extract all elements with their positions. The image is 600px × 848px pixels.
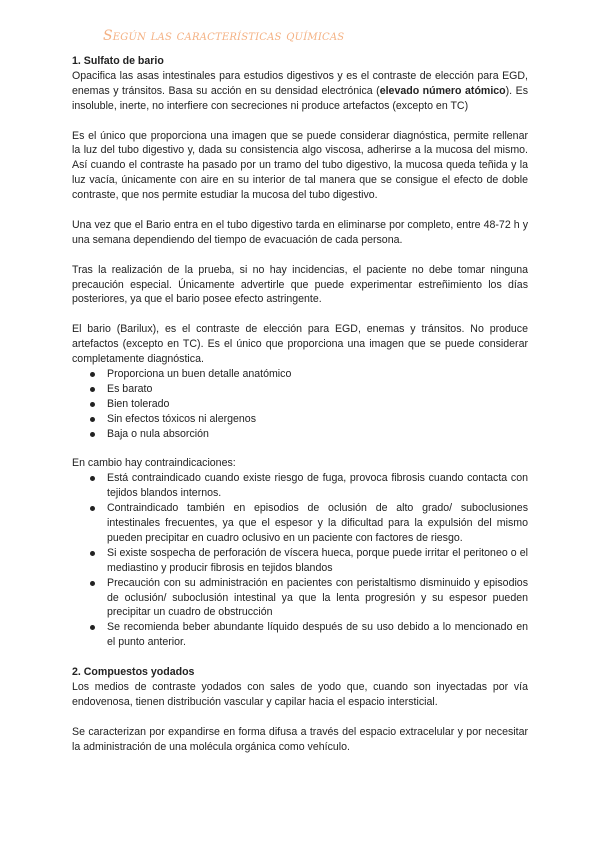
paragraph: Es el único que proporciona una imagen que se puede considerar diagnóstica, permite rellenar la luz del tubo digestivo y, dada su consistencia algo viscosa, adherirse a la mucosa del mismo. Así cuando el contraste ha pasado por un tramo del tubo digestivo, la mucosa queda teñida y la luz vacía, únicamente con aire en su interior de tal manera que se consigue el efecto de doble contraste, que nos permite estudiar la mucosa del tubo digestivo. xyxy=(72,129,528,202)
paragraph: Opacifica las asas intestinales para estudios digestivos y es el contraste de elección para EGD, enemas y tránsitos. Basa su acción en su densidad electrónica (elevado número atómico). Es insoluble, inerte, no interfiere con secreciones ni produce artefactos (excepto en TC) xyxy=(72,69,528,112)
bold-phrase: elevado número atómico xyxy=(379,84,506,97)
advantages-list xyxy=(72,367,528,442)
section-1-title: 1. Sulfato de bario xyxy=(72,55,164,67)
paragraph: El bario (Barilux), es el contraste de elección para EGD, enemas y tránsitos. No produce artefactos (excepto en TC). Es el único que proporciona una imagen que se puede considerar completamente diagnóstica. xyxy=(72,323,528,366)
list-item: Proporciona un buen detalle anatómico xyxy=(90,367,528,382)
paragraph: Los medios de contraste yodados con sales de yodo que, cuando son inyectadas por vía endovenosa, tienen distribución vascular y capilar hacia el espacio intersticial. xyxy=(72,680,528,708)
section-heading: Según las características químicas xyxy=(103,28,345,44)
contraindications-list xyxy=(72,471,528,650)
section-2-title: 2. Compuestos yodados xyxy=(72,666,195,679)
paragraph: Se caracterizan por expandirse en forma difusa a través del espacio extracelular y por necesitar la administración de una molécula orgánica como vehículo. xyxy=(72,725,528,753)
paragraph: En cambio hay contraindicaciones: xyxy=(72,457,236,470)
list-item: Se recomienda beber abundante líquido después de su uso debido a lo mencionado en el punto anterior. xyxy=(90,620,528,650)
list-item: Está contraindicado cuando existe riesgo de fuga, provoca fibrosis cuando contacta con tejidos blandos internos. xyxy=(90,471,528,501)
list-item: Bien tolerado xyxy=(90,397,528,412)
document-body xyxy=(72,54,528,754)
paragraph: Una vez que el Bario entra en el tubo digestivo tarda en eliminarse por completo, entre 48-72 h y una semana dependiendo del tiempo de evacuación de cada persona. xyxy=(72,218,528,246)
list-item: Baja o nula absorción xyxy=(90,427,528,442)
list-item: Sin efectos tóxicos ni alergenos xyxy=(90,412,528,427)
list-item: Precaución con su administración en pacientes con peristaltismo disminuido y episodios de oclusión/ suboclusión intestinal ya que la lenta progresión y su espesor pueden precipitar un cuadro de obstrucción xyxy=(90,576,528,621)
list-item: Si existe sospecha de perforación de víscera hueca, porque puede irritar el peritoneo o el mediastino y producir fibrosis en tejidos blandos xyxy=(90,546,528,576)
list-item: Contraindicado también en episodios de oclusión de alto grado/ suboclusiones intestinales frecuentes, ya que el espesor y la dificultad para la expulsión del mismo pueden precipitar en cuadro oclusivo en un paciente con factores de riesgo. xyxy=(90,501,528,546)
list-item: Es barato xyxy=(90,382,528,397)
paragraph: Tras la realización de la prueba, si no hay incidencias, el paciente no debe tomar ninguna precaución especial. Únicamente advertirle que puede experimentar estreñimiento los días posteriores, ya que el bario posee efecto astringente. xyxy=(72,263,528,306)
